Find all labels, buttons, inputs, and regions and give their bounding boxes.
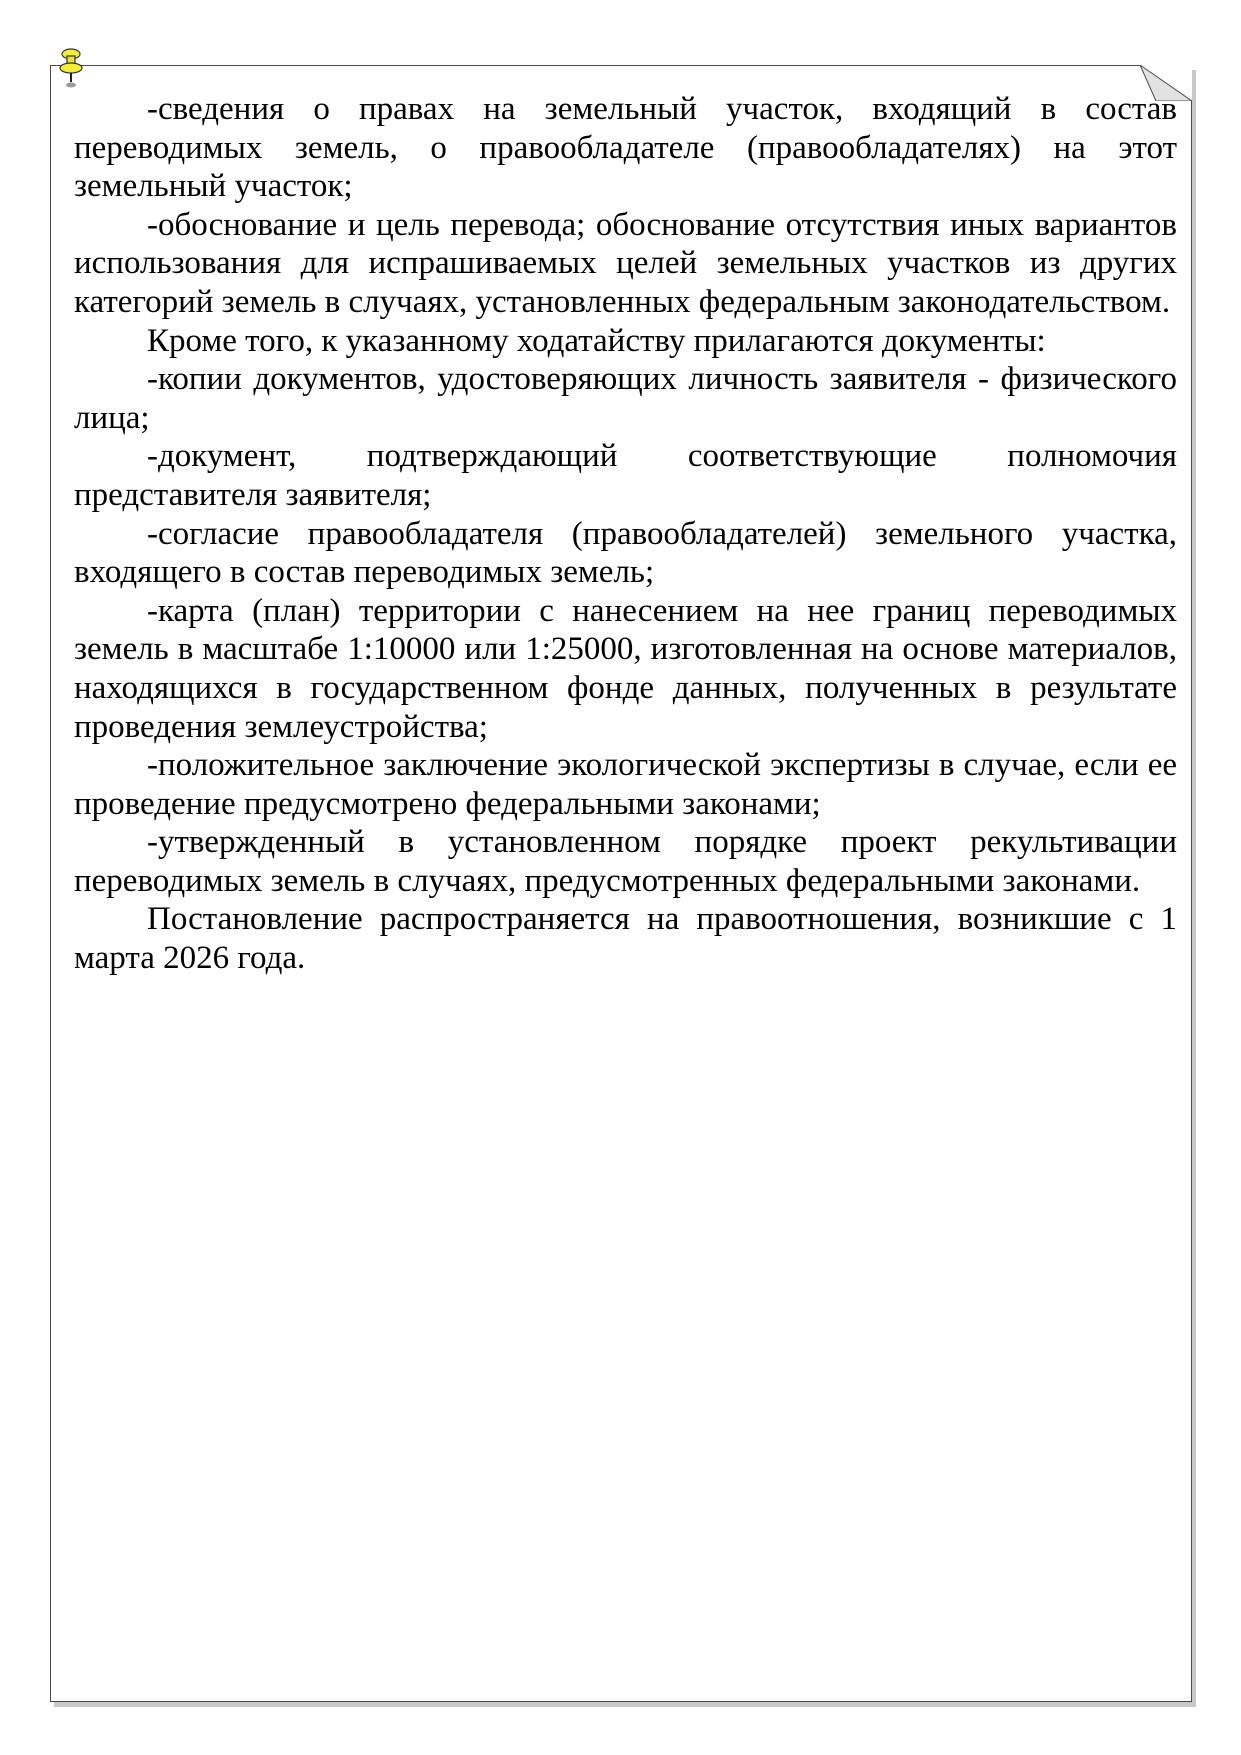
paragraph-attached-documents: Кроме того, к указанному ходатайству прилагаются документы: bbox=[147, 322, 1046, 359]
paragraph-territory-map: -карта (план) территории с нанесением на нее границ переводимых земель в масштабе 1:10000 или 1:25000, изготовленная на основе материалов, находящихся в государственном фонде данных, полученных в результате проведения землеустройства; bbox=[74, 592, 1177, 745]
paragraph-owner-consent: -согласие правообладателя (правообладателей) земельного участка, входящего в состав переводимых земель; bbox=[74, 515, 1177, 591]
paragraph-rights-info: -сведения о правах на земельный участок, входящий в состав переводимых земель, о правообладателе (правообладателях) на этот земельный участок; bbox=[74, 91, 1177, 205]
paragraph-effective-date: Постановление распространяется на правоотношения, возникшие с 1 марта 2026 года. bbox=[74, 901, 1177, 977]
paragraph-recultivation-project: -утвержденный в установленном порядке проект рекультивации переводимых земель в случаях, предусмотренных федеральными законами. bbox=[74, 824, 1177, 899]
document-body bbox=[74, 90, 1177, 978]
pushpin-icon bbox=[58, 48, 84, 96]
paragraph-id-copies: -копии документов, удостоверяющих личность заявителя - физического лица; bbox=[74, 361, 1177, 436]
paragraph-justification: -обоснование и цель перевода; обоснование отсутствия иных вариантов использования для испрашиваемых целей земельных участков из других категорий земель в случаях, установленных федеральным законодательством. bbox=[74, 206, 1177, 320]
paragraph-authority-document: -документ, подтверждающий соответствующие полномочия представителя заявителя; bbox=[74, 438, 1177, 513]
paragraph-ecological-review: -положительное заключение экологической экспертизы в случае, если ее проведение предусмотрено федеральными законами; bbox=[74, 747, 1177, 822]
